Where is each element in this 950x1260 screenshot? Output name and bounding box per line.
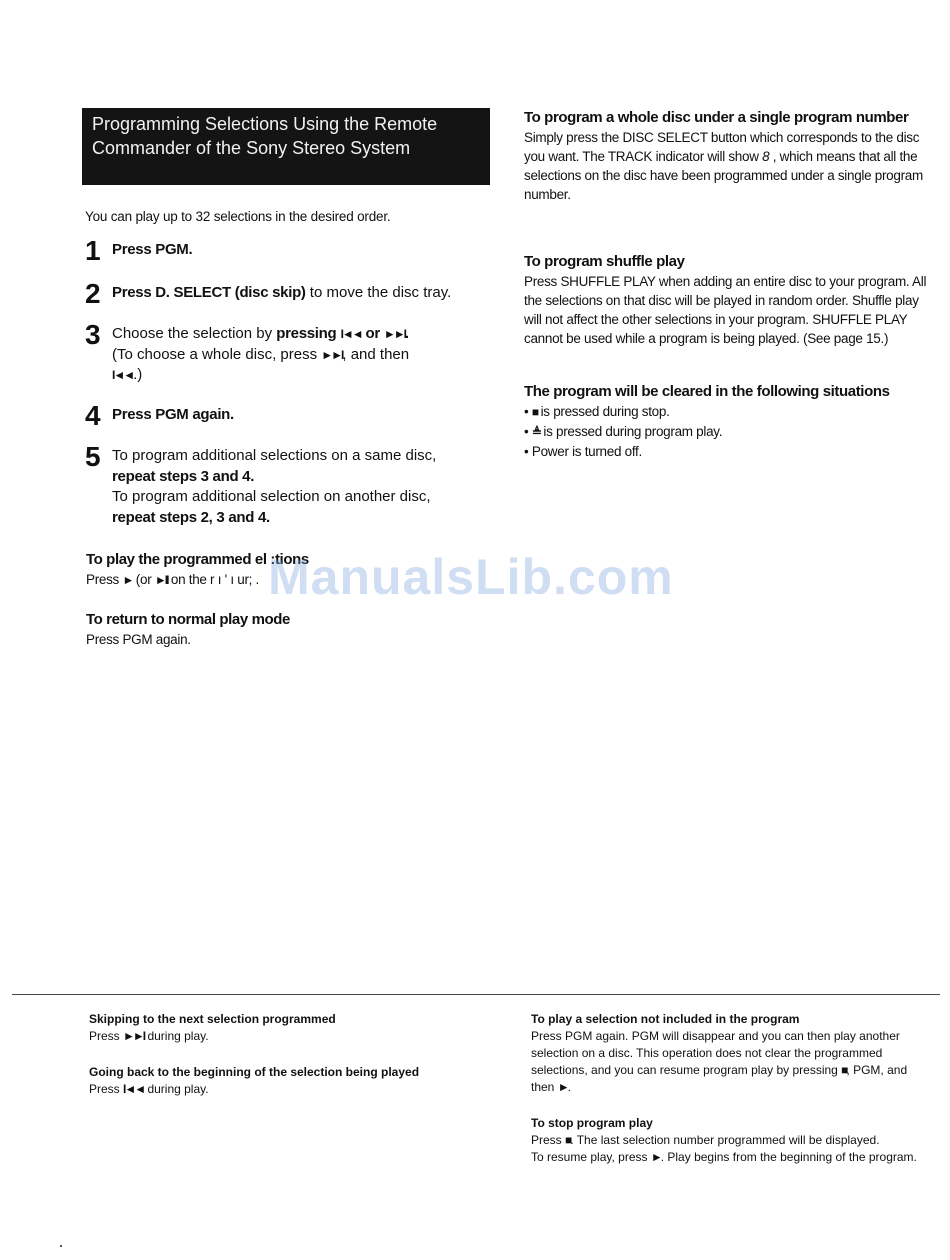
skip-heading: Skipping to the next selection programmed: [89, 1012, 336, 1026]
step-5-line3: To program additional selection on another disc,: [112, 488, 431, 505]
step-5-line1: To program additional selections on a same disc,: [112, 447, 437, 464]
stop-icon: ■: [841, 1063, 847, 1077]
shuffle-heading: To program shuffle play: [524, 253, 685, 270]
play-icon: ►: [122, 573, 133, 587]
step-5: [85, 441, 505, 528]
step-2-bold: Press D. SELECT (disc skip): [112, 284, 306, 301]
play-programmed-section: To play the programmed el :tions Press ► (or ►II on the r ı ' ı ur; .: [86, 550, 506, 590]
section-title: Programming Selections Using the Remote Commander of the Sony Stereo System: [82, 108, 490, 185]
skip-footnote: Skipping to the next selection programmed Press ►►I during play.: [89, 1011, 489, 1045]
step-5-line2: repeat steps 3 and 4.: [112, 467, 255, 485]
not-included-footnote: To play a selection not included in the program Press PGM again. PGM will disappear and you can then play another selection on a disc. This operation does not clear the programmed selections, and you can resume program play by pressing ■, PGM, and then ►.: [531, 1011, 921, 1096]
step-2-rest: to move the disc tray.: [305, 284, 452, 301]
play-programmed-heading: To play the programmed el :tions: [86, 551, 309, 568]
back-footnote: Going back to the beginning of the selection being played Press I◄◄ during play.: [89, 1064, 489, 1098]
stop-icon: ■: [531, 405, 538, 419]
whole-disc-heading: To program a whole disc under a single program number: [524, 109, 909, 126]
list-item: • ≜ is pressed during program play.: [524, 422, 934, 442]
step-3-bold: pressing: [276, 325, 337, 342]
watermark: ManualsLib.com: [268, 549, 674, 605]
cleared-section: [524, 382, 934, 461]
next-track-icon: ►►I: [123, 1029, 145, 1043]
back-heading: Going back to the beginning of the selection being played: [89, 1065, 420, 1079]
not-included-heading: To play a selection not included in the program: [531, 1012, 800, 1026]
step-3-or: or: [361, 325, 384, 342]
step-5-line4: repeat steps 2, 3 and 4.: [112, 508, 270, 526]
play-icon: ►: [650, 1150, 661, 1164]
stop-footnote: To stop program play Press ■. The last selection number programmed will be displayed. To resume play, press ►. Play begins from the beginning of the program.: [531, 1115, 921, 1166]
step-4: [85, 400, 505, 431]
return-normal-section: [86, 610, 506, 649]
play-pause-icon: ►II: [154, 573, 168, 587]
step-4-text: Press PGM again.: [112, 406, 234, 423]
intro-text: You can play up to 32 selections in the desired order.: [85, 209, 391, 224]
step-1: [85, 235, 505, 266]
previous-track-icon: I◄◄: [340, 327, 362, 341]
previous-track-icon: I◄◄: [112, 368, 134, 382]
cleared-heading: The program will be cleared in the following situations: [524, 383, 890, 400]
step-3-end: .: [404, 325, 409, 342]
cleared-list: [524, 402, 934, 461]
shuffle-body: Press SHUFFLE PLAY when adding an entire disc to your program. All the selections on that disc will be played in random order. Shuffle play will not affect the other selections in your program. SHUFFLE PLAY cannot be used while a program is being played. (See page 15.): [524, 274, 927, 346]
step-3-line3: .): [133, 366, 143, 383]
next-track-icon: ►►I: [383, 327, 405, 341]
eject-icon: ≜: [531, 425, 540, 439]
list-item: • ■ is pressed during stop.: [524, 402, 934, 422]
previous-track-icon: I◄◄: [123, 1082, 145, 1096]
step-2: [85, 278, 505, 309]
step-number: 2: [85, 278, 101, 309]
step-number: 5: [85, 441, 101, 472]
step-3-line2-mid: , and then: [342, 345, 410, 363]
stop-icon: ■: [565, 1133, 571, 1147]
shuffle-section: [524, 252, 934, 348]
list-item: • Power is turned off.: [524, 442, 934, 461]
step-3-pre: Choose the selection by: [112, 325, 277, 342]
return-normal-body: Press PGM again.: [86, 632, 191, 647]
step-3-line2: (To choose a whole disc, press: [112, 345, 322, 363]
scan-speck: [60, 1245, 62, 1247]
step-number: 4: [85, 400, 101, 431]
stop-heading: To stop program play: [531, 1116, 653, 1130]
step-3: [85, 319, 505, 386]
segment-display-glyph: 8: [762, 149, 770, 164]
next-track-icon: ►►I: [321, 347, 343, 362]
step-number: 1: [85, 235, 101, 266]
step-1-text: Press PGM.: [112, 241, 193, 258]
step-number: 3: [85, 319, 101, 350]
play-icon: ►: [557, 1080, 568, 1094]
divider: [12, 994, 940, 995]
return-normal-heading: To return to normal play mode: [86, 611, 290, 628]
whole-disc-section: To program a whole disc under a single program number Simply press the DISC SELECT button which corresponds to the disc you want. The TRACK indicator will show 8 , which means that all the selections on the disc have been programmed under a single program number.: [524, 108, 934, 204]
